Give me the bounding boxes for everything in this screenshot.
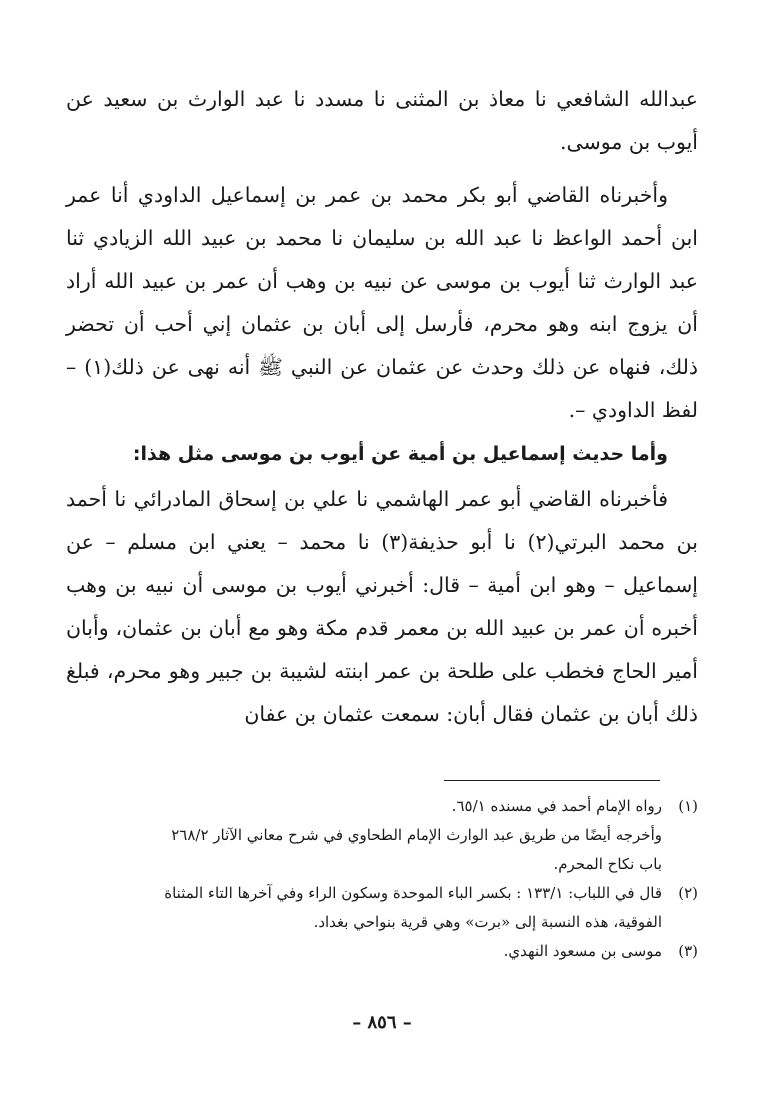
footnote-1-continuation-2: باب نكاح المحرم. [553, 855, 662, 873]
footnote-text: رواه الإمام أحمد في مسنده ٦٥/١. [451, 797, 662, 815]
footnotes [66, 792, 698, 966]
footnote-number: (١) [678, 797, 698, 815]
page-number: – ٨٥٦ – [352, 1012, 412, 1033]
paragraph-3: فأخبرناه القاضي أبو عمر الهاشمي نا علي بن إسحاق المادرائي نا أحمد بن محمد البرتي(٢) نا أبو حذيفة(٣) نا محمد – يعني ابن مسلم – عن إسماعيل – وهو ابن أمية – قال: أخبرني أيوب بن موسى أن نبيه بن وهب أخبره أن عمر بن عبيد الله بن معمر قدم مكة وهو مع أبان بن عثمان، وأبان أمير الحاج فخطب على طلحة بن عمر ابنته لشيبة بن جبير وهو محرم، فبلغ ذلك أبان بن عثمان فقال أبان: سمعت عثمان بن عفان [66, 487, 698, 726]
footnote-number: (٢) [678, 884, 698, 902]
footnote-separator [444, 780, 660, 781]
footnote-3 [66, 937, 698, 966]
footnote-2 [66, 879, 698, 908]
section-heading: وأما حديث إسماعيل بن أمية عن أيوب بن موسى مثل هذا: [132, 443, 668, 465]
footnote-text: قال في اللباب: ١٣٣/١ : بكسر الباء الموحدة وسكون الراء وفي آخرها التاء المثناة [164, 884, 662, 902]
paragraph-2: وأخبرناه القاضي أبو بكر محمد بن عمر بن إسماعيل الداودي أنا عمر ابن أحمد الواعظ نا عبد الله بن سليمان نا محمد بن عبيد الله الزيادي ثنا عبد الوارث ثنا أيوب بن موسى عن نبيه بن وهب أن عمر بن عبيد الله أراد أن يزوج ابنه وهو محرم، فأرسل إلى أبان بن عثمان إني أحب أن تحضر ذلك، فنهاه عن ذلك وحدث عن عثمان عن النبي ﷺ أنه نهى عن ذلك(١) – لفظ الداودي –. [66, 183, 699, 422]
footnote-1-continuation: وأخرجه أيضًا من طريق عبد الوارث الإمام الطحاوي في شرح معاني الآثار ٢٦٨/٢ [171, 826, 662, 844]
footnote-number: (٣) [678, 942, 698, 960]
main-text [66, 78, 698, 736]
footnote-text: موسى بن مسعود النهدي. [503, 942, 662, 960]
footnote-2-continuation: الفوقية، هذه النسبة إلى «برت» وهي قرية بنواحي بغداد. [313, 913, 662, 931]
footnote-1 [66, 792, 698, 821]
paragraph-gap [66, 164, 698, 174]
paragraph-1: عبدالله الشافعي نا معاذ بن المثنى نا مسدد نا عبد الوارث بن سعيد عن أيوب بن موسى. [66, 87, 698, 154]
